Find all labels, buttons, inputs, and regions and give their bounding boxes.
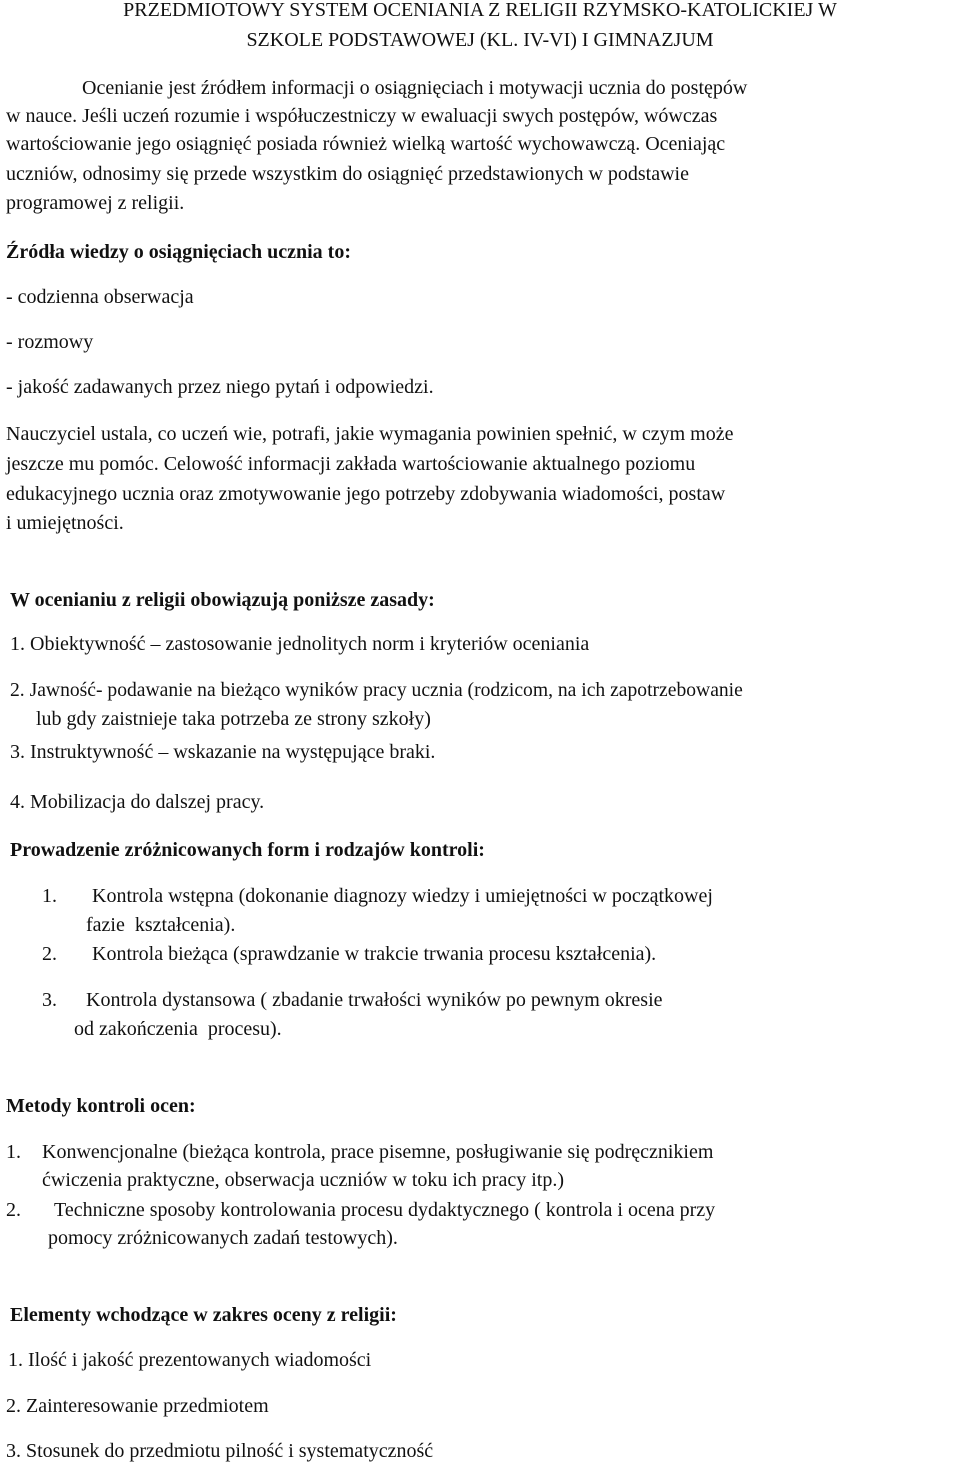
sources-item: - jakość zadawanych przez niego pytań i odpowiedzi. bbox=[6, 376, 434, 398]
intro-line: Ocenianie jest źródłem informacji o osiągnięciach i motywacji ucznia do postępów bbox=[82, 77, 748, 99]
control-forms-heading: Prowadzenie zróżnicowanych form i rodzajów kontroli: bbox=[10, 839, 485, 861]
intro-line: wartościowanie jego osiągnięć posiada również wielką wartość wychowawczą. Oceniając bbox=[6, 133, 726, 155]
control-form-text: fazie kształcenia). bbox=[86, 914, 236, 936]
rules-heading: W ocenianiu z religii obowiązują poniższe zasady: bbox=[10, 589, 435, 611]
control-form-text: od zakończenia procesu). bbox=[74, 1018, 282, 1040]
sources-heading: Źródła wiedzy o osiągnięciach ucznia to: bbox=[6, 241, 351, 263]
intro-line: uczniów, odnosimy się przede wszystkim do osiągnięć przedstawionych w podstawie bbox=[6, 163, 689, 185]
teacher-paragraph-line: Nauczyciel ustala, co uczeń wie, potrafi, jakie wymagania powinien spełnić, w czym może bbox=[6, 423, 734, 445]
elements-item: 2. Zainteresowanie przedmiotem bbox=[6, 1395, 269, 1417]
control-form-number: 3. bbox=[42, 989, 57, 1011]
method-text: ćwiczenia praktyczne, obserwacja uczniów w toku ich pracy itp.) bbox=[42, 1169, 564, 1191]
intro-line: programowej z religii. bbox=[6, 192, 185, 214]
rules-item: 2. Jawność- podawanie na bieżąco wyników pracy ucznia (rodzicom, na ich zapotrzebowanie bbox=[10, 680, 743, 701]
control-form-text: Kontrola wstępna (dokonanie diagnozy wiedzy i umiejętności w początkowej bbox=[92, 885, 713, 907]
elements-item: 1. Ilość i jakość prezentowanych wiadomości bbox=[8, 1349, 372, 1371]
document-title-line-1: PRZEDMIOTOWY SYSTEM OCENIANIA Z RELIGII RZYMSKO-KATOLICKIEJ W bbox=[123, 0, 837, 21]
intro-line: w nauce. Jeśli uczeń rozumie i współuczestniczy w ewaluacji swych postępów, wówczas bbox=[6, 105, 718, 127]
elements-item: 3. Stosunek do przedmiotu pilność i systematyczność bbox=[6, 1440, 434, 1462]
teacher-paragraph-line: jeszcze mu pomóc. Celowość informacji zakłada wartościowanie aktualnego poziomu bbox=[6, 453, 696, 475]
teacher-paragraph-line: i umiejętności. bbox=[6, 512, 124, 534]
method-text: Techniczne sposoby kontrolowania procesu dydaktycznego ( kontrola i ocena przy bbox=[54, 1199, 716, 1221]
control-form-number: 2. bbox=[42, 943, 57, 965]
control-form-text: Kontrola dystansowa ( zbadanie trwałości wyników po pewnym okresie bbox=[86, 989, 663, 1011]
sources-item: - codzienna obserwacja bbox=[6, 286, 194, 308]
method-text: pomocy zróżnicowanych zadań testowych). bbox=[48, 1227, 398, 1249]
rules-item: 3. Instruktywność – wskazanie na występujące braki. bbox=[10, 741, 436, 763]
elements-heading: Elementy wchodzące w zakres oceny z religii: bbox=[10, 1304, 397, 1326]
method-text: Konwencjonalne (bieżąca kontrola, prace pisemne, posługiwanie się podręcznikiem bbox=[42, 1141, 714, 1163]
rules-item: 4. Mobilizacja do dalszej pracy. bbox=[10, 791, 265, 813]
method-number: 1. bbox=[6, 1141, 21, 1163]
document-title-line-2: SZKOLE PODSTAWOWEJ (KL. IV-VI) I GIMNAZJUM bbox=[246, 29, 714, 51]
sources-item: - rozmowy bbox=[6, 331, 94, 353]
teacher-paragraph-line: edukacyjnego ucznia oraz zmotywowanie jego potrzeby zdobywania wiadomości, postaw bbox=[6, 483, 726, 505]
rules-item-continuation: lub gdy zaistnieje taka potrzeba ze strony szkoły) bbox=[36, 708, 431, 730]
methods-heading: Metody kontroli ocen: bbox=[6, 1095, 196, 1117]
method-number: 2. bbox=[6, 1199, 21, 1221]
rules-item: 1. Obiektywność – zastosowanie jednolitych norm i kryteriów oceniania bbox=[10, 633, 590, 655]
control-form-text: Kontrola bieżąca (sprawdzanie w trakcie trwania procesu kształcenia). bbox=[92, 943, 657, 965]
control-form-number: 1. bbox=[42, 885, 57, 907]
